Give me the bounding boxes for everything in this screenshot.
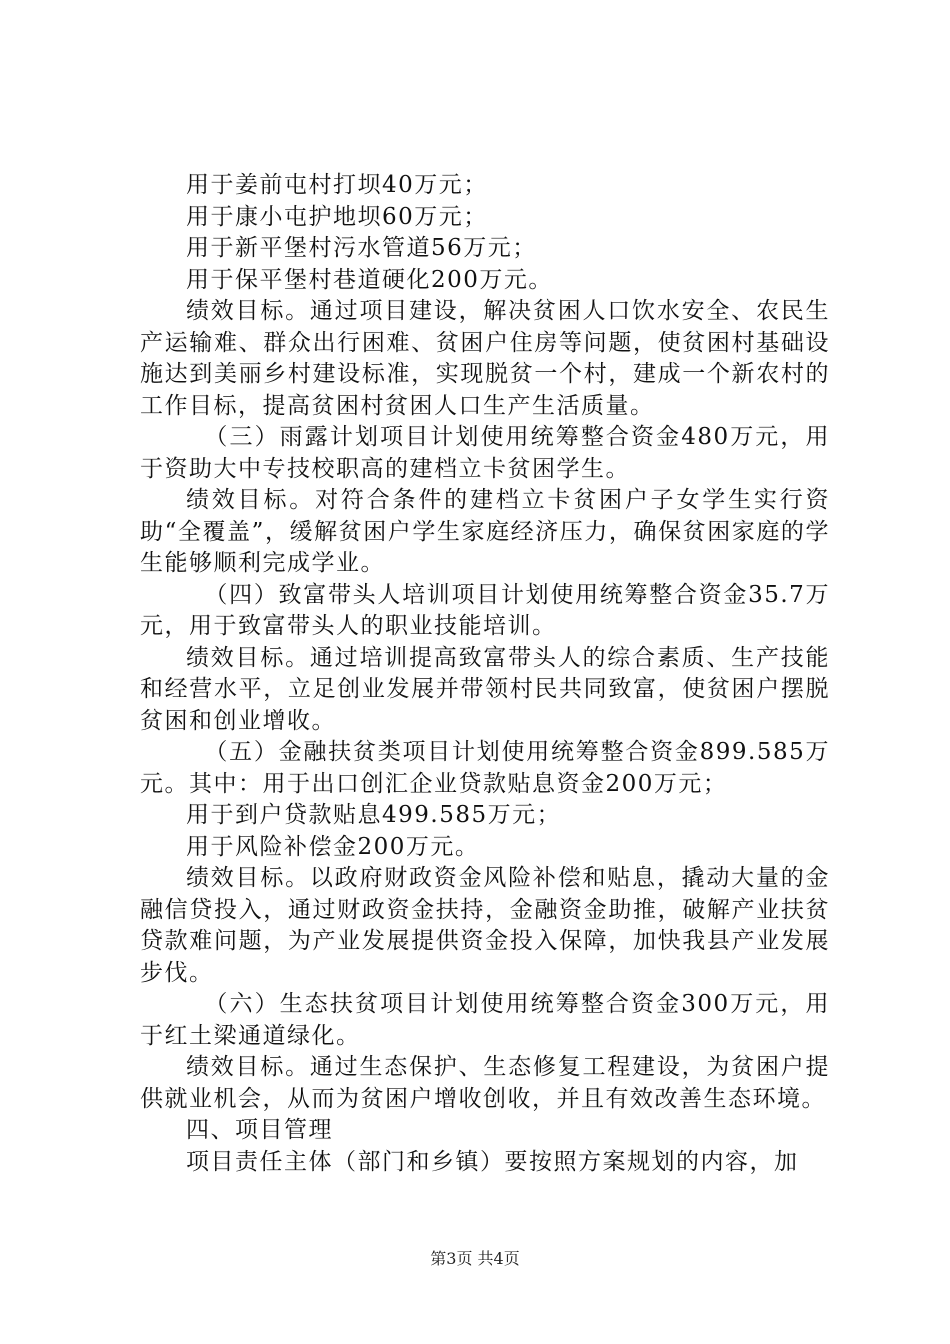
paragraph: 绩效目标。通过培训提高致富带头人的综合素质、生产技能和经营水平，立足创业发展并带领村民共同致富，使贫困户摆脱贫困和创业增收。	[140, 644, 830, 734]
paragraph: 用于到户贷款贴息499.585万元；	[186, 802, 562, 828]
paragraph: 用于姜前屯村打坝40万元；	[186, 172, 488, 198]
section-paragraph: （五）金融扶贫类项目计划使用统筹整合资金899.585万元。其中：用于出口创汇企业贷款贴息资金200万元；	[140, 739, 830, 797]
paragraph: 绩效目标。通过生态保护、生态修复工程建设，为贫困户提供就业机会，从而为贫困户增收创收，并且有效改善生态环境。	[140, 1054, 830, 1112]
paragraph: 用于新平堡村污水管道56万元；	[186, 235, 537, 261]
paragraph: 绩效目标。通过项目建设，解决贫困人口饮水安全、农民生产运输难、群众出行困难、贫困户住房等问题，使贫困村基础设施达到美丽乡村建设标准，实现脱贫一个村，建成一个新农村的工作目标，提高贫困村贫困人口生产生活质量。	[140, 298, 830, 419]
paragraph: 用于康小屯护地坝60万元；	[186, 203, 488, 230]
section-paragraph: （三）雨露计划项目计划使用统筹整合资金480万元，用于资助大中专技校职高的建档立卡贫困学生。	[140, 424, 830, 482]
paragraph: 绩效目标。以政府财政资金风险补偿和贴息，撬动大量的金融信贷投入，通过财政资金扶持，金融资金助推，破解产业扶贫贷款难问题，为产业发展提供资金投入保障，加快我县产业发展步伐。	[140, 865, 830, 986]
section-paragraph: （六）生态扶贫项目计划使用统筹整合资金300万元，用于红土梁通道绿化。	[140, 991, 830, 1049]
page-number-footer: 第3页 共4页	[430, 1249, 520, 1268]
section-paragraph: （四）致富带头人培训项目计划使用统筹整合资金35.7万元，用于致富带头人的职业技能培训。	[140, 581, 830, 639]
paragraph: 项目责任主体（部门和乡镇）要按照方案规划的内容，加	[186, 1148, 799, 1175]
document-body	[140, 170, 830, 1178]
paragraph: 用于风险补偿金200万元。	[186, 833, 480, 860]
paragraph: 绩效目标。对符合条件的建档立卡贫困户子女学生实行资助“全覆盖”，缓解贫困户学生家庭经济压力，确保贫困家庭的学生能够顺利完成学业。	[140, 487, 830, 576]
paragraph: 用于保平堡村巷道硬化200万元。	[186, 266, 553, 293]
section-heading: 四、项目管理	[186, 1117, 333, 1143]
